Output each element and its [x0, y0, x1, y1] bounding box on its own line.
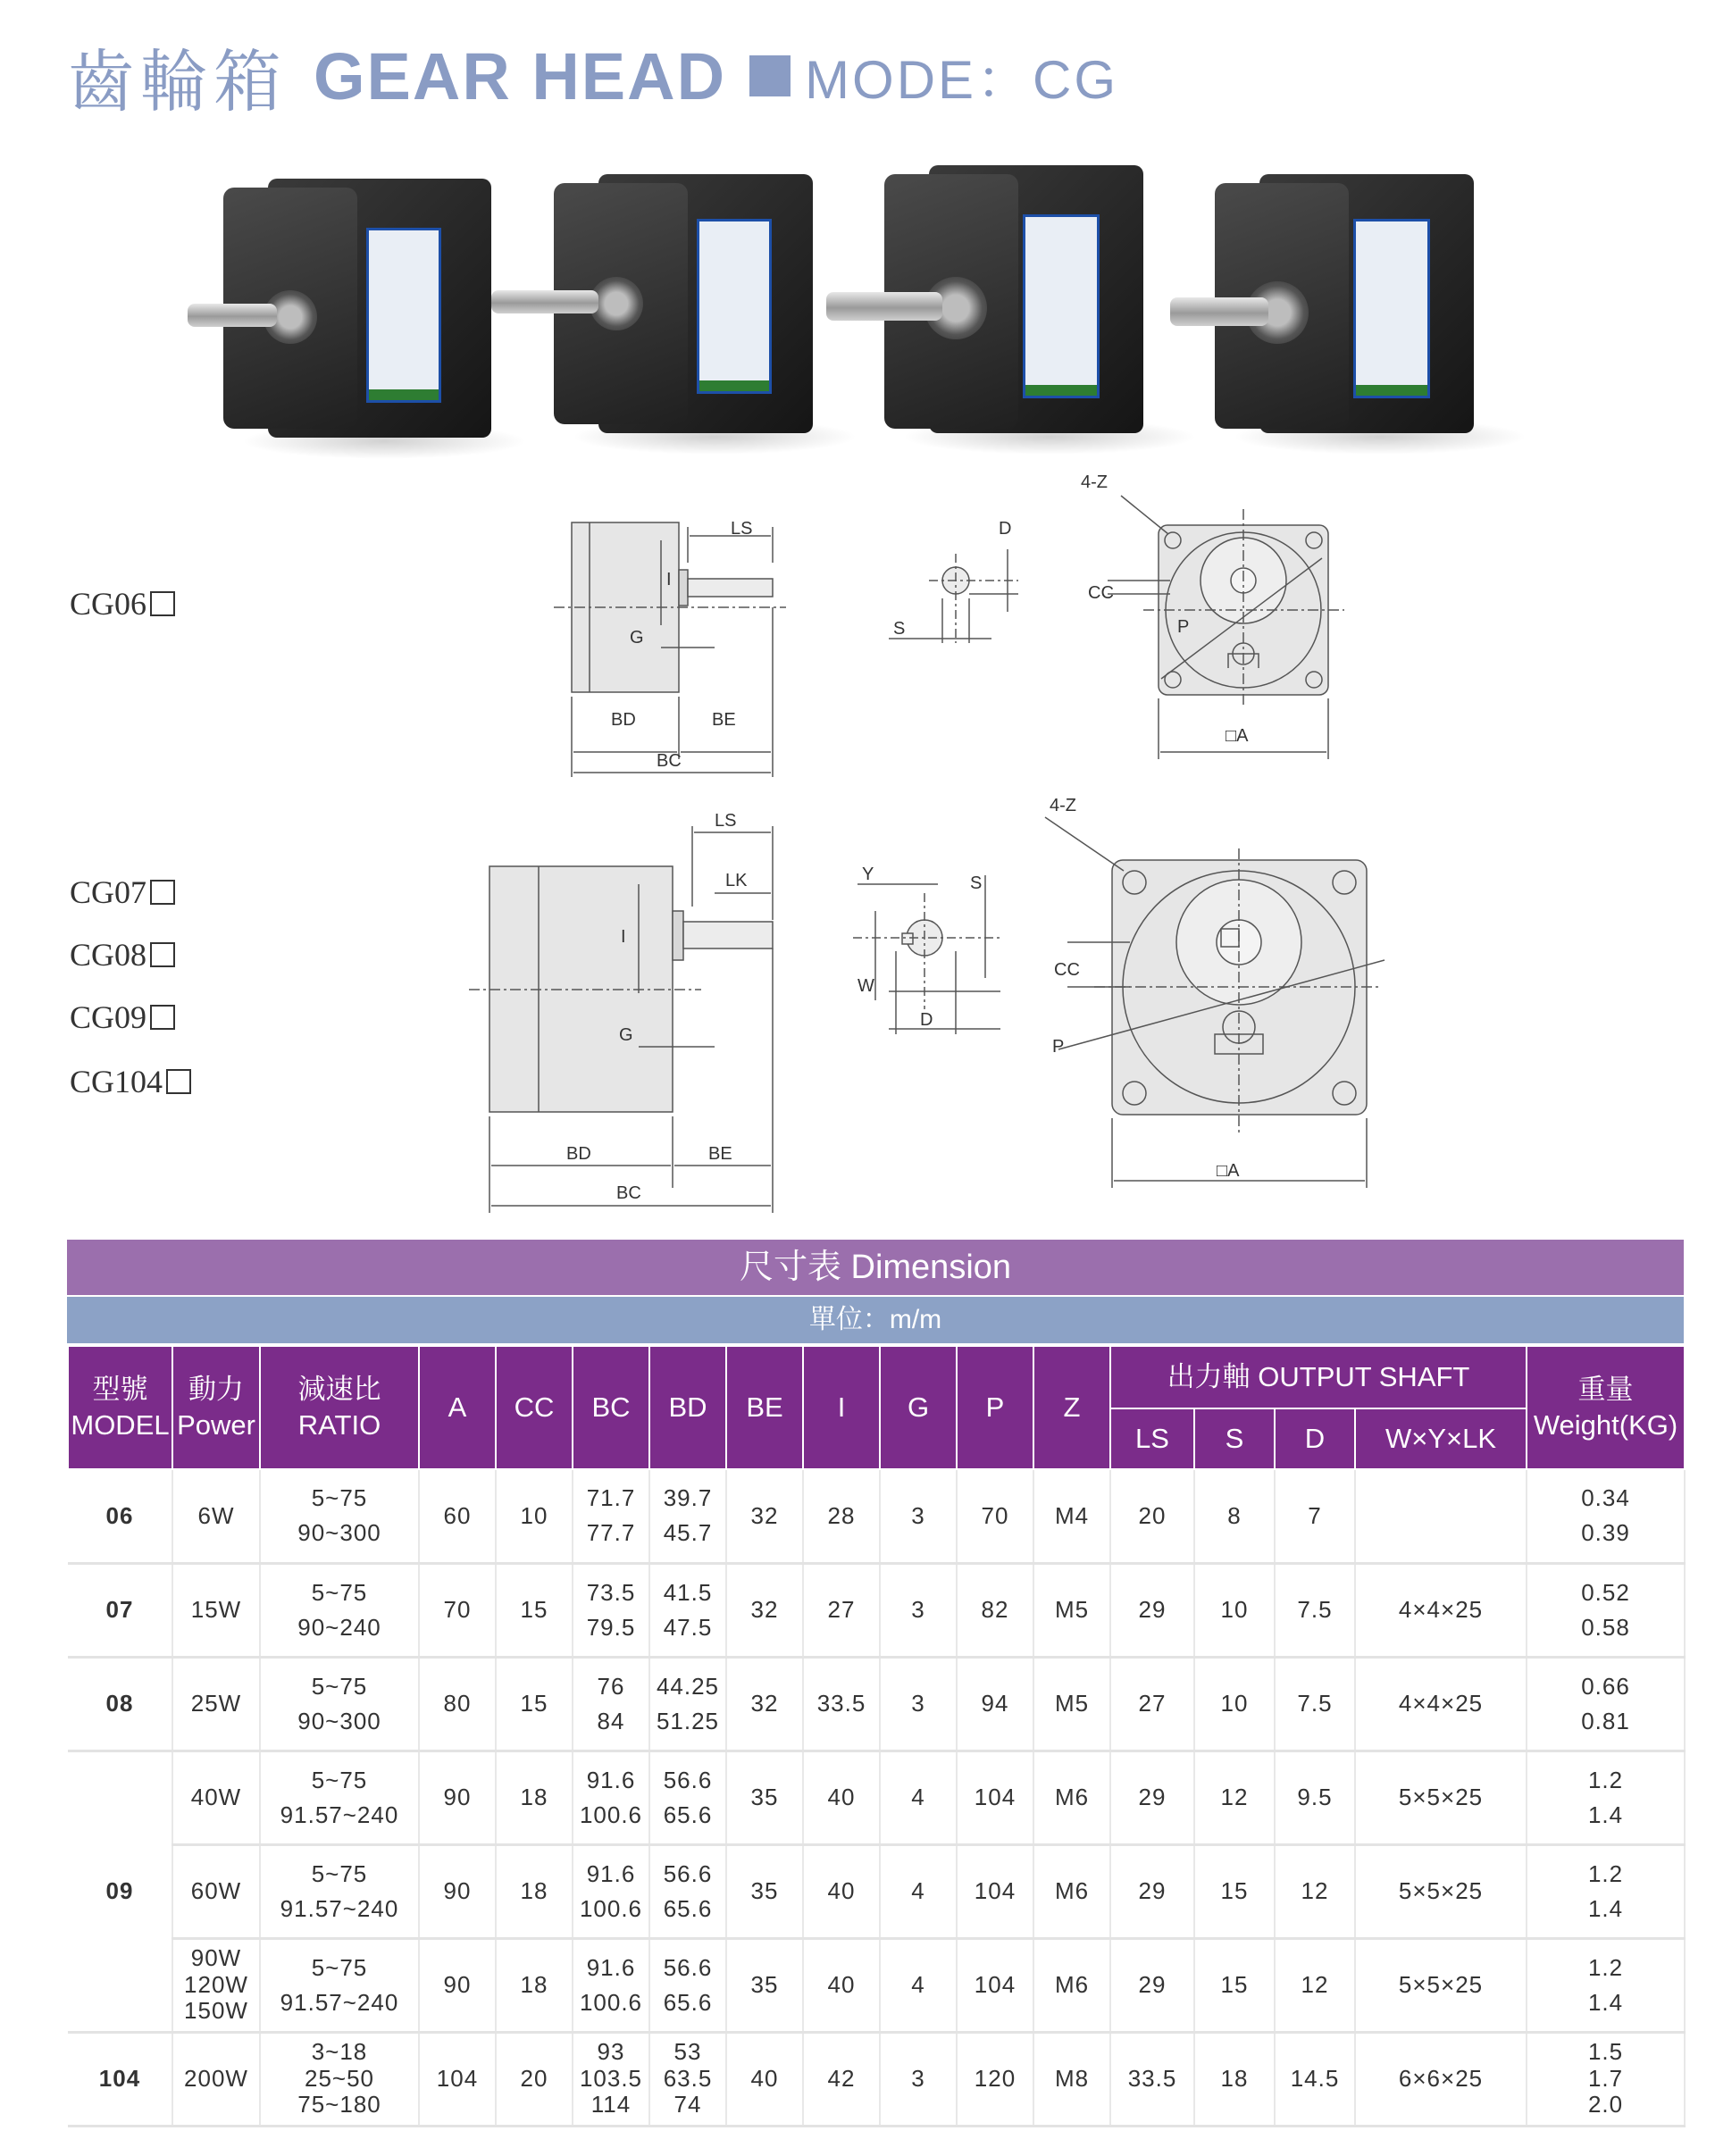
text-value: 0.39 — [1581, 1519, 1630, 1547]
table-cell — [649, 1751, 726, 1844]
text-value: 0.66 — [1581, 1672, 1630, 1700]
dim-label-d: D — [999, 519, 1012, 539]
table-row — [68, 1938, 1685, 2032]
table-cell: 7.5 — [1275, 1657, 1355, 1751]
text-value: 44.25 — [656, 1672, 720, 1700]
table-cell: 12 — [1275, 1844, 1355, 1938]
text-value: 93 — [597, 2037, 625, 2065]
table-cell: M4 — [1033, 1469, 1110, 1563]
table-cell: 35 — [726, 1938, 803, 2032]
text-value: 1.4 — [1587, 1894, 1624, 1922]
dim-label-s: S — [970, 873, 983, 893]
dim-label-g: G — [619, 1025, 633, 1045]
text-value: Power — [177, 1409, 255, 1441]
table-row — [68, 1563, 1685, 1657]
table-cell: 4×4×25 — [1355, 1657, 1527, 1751]
text-value: 減速比 — [297, 1373, 381, 1405]
text-value: 51.25 — [656, 1707, 720, 1734]
text-value: 75~180 — [297, 2091, 381, 2118]
table-cell: 104 — [957, 1938, 1033, 2032]
table-cell — [573, 1844, 649, 1938]
table-row — [68, 1657, 1685, 1751]
text-value: 77.7 — [586, 1519, 636, 1547]
table-cell: 29 — [1110, 1844, 1194, 1938]
col-be: BE — [726, 1346, 803, 1469]
text-value: 100.6 — [579, 1988, 643, 2016]
table-cell: 29 — [1110, 1563, 1194, 1657]
col-weight — [1527, 1346, 1685, 1469]
table-cell — [649, 1844, 726, 1938]
dim-label-lk: LK — [725, 871, 748, 890]
mode-label: MODE：CG — [805, 50, 1119, 110]
page-header — [67, 27, 1118, 125]
text-value: 74 — [673, 2091, 702, 2118]
table-cell: M6 — [1033, 1938, 1110, 2032]
dimension-table-section — [67, 1240, 1684, 2127]
table-cell: 200W — [172, 2032, 260, 2126]
table-cell: M8 — [1033, 2032, 1110, 2126]
table-cell: M6 — [1033, 1751, 1110, 1844]
col-s: S — [1194, 1408, 1275, 1469]
table-cell: 70 — [419, 1563, 496, 1657]
dim-label-bd: BD — [566, 1144, 591, 1164]
text-value: 動力 — [188, 1373, 244, 1405]
col-z: Z — [1033, 1346, 1110, 1469]
text-value: 0.58 — [1581, 1613, 1630, 1641]
text-value: 1.2 — [1587, 1766, 1624, 1793]
table-cell — [649, 1469, 726, 1563]
text-value: 63.5 — [663, 2064, 713, 2092]
text-value: CG08 — [70, 937, 147, 973]
text-value: 65.6 — [663, 1801, 713, 1828]
text-value: CG07 — [70, 874, 147, 910]
col-output-shaft: 出力軸 OUTPUT SHAFT — [1110, 1346, 1527, 1408]
table-title: 尺寸表 Dimension — [67, 1240, 1684, 1295]
table-cell — [573, 2032, 649, 2126]
table-cell: 120 — [957, 2032, 1033, 2126]
text-value: 3~18 — [311, 2037, 368, 2065]
table-cell: 42 — [803, 2032, 880, 2126]
table-cell: 10 — [496, 1469, 573, 1563]
product-photos — [214, 165, 1608, 460]
table-cell — [260, 1469, 419, 1563]
table-cell: 4 — [880, 1938, 957, 2032]
title-chinese: 齒輪箱 — [67, 41, 287, 121]
text-value: 91.6 — [586, 1953, 636, 1981]
table-cell: 70 — [957, 1469, 1033, 1563]
dim-label-g: G — [630, 628, 644, 648]
table-cell: 60W — [172, 1844, 260, 1938]
table-cell — [1527, 1657, 1685, 1751]
dim-label-p: P — [1177, 617, 1190, 637]
table-cell: 7 — [1275, 1469, 1355, 1563]
col-g: G — [880, 1346, 957, 1469]
dim-label-y: Y — [862, 865, 874, 884]
table-cell — [260, 2032, 419, 2126]
table-cell: 20 — [1110, 1469, 1194, 1563]
table-cell: 15 — [1194, 1938, 1275, 2032]
text-value: MODEL — [71, 1409, 170, 1441]
dim-label-ls: LS — [731, 519, 753, 539]
table-cell: 104 — [957, 1844, 1033, 1938]
text-value: Weight(KG) — [1533, 1409, 1678, 1441]
table-cell: 29 — [1110, 1938, 1194, 2032]
dim-label-p: P — [1052, 1037, 1065, 1057]
table-cell: M5 — [1033, 1657, 1110, 1751]
table-row — [68, 1469, 1685, 1563]
text-value: 1.7 — [1587, 2064, 1624, 2092]
text-value: 76 — [597, 1672, 625, 1700]
text-value: 73.5 — [586, 1578, 636, 1606]
col-ratio — [260, 1346, 419, 1469]
table-cell: 35 — [726, 1844, 803, 1938]
text-value: 5~75 — [311, 1766, 368, 1793]
model-cell: 07 — [68, 1563, 172, 1657]
table-cell: 10 — [1194, 1563, 1275, 1657]
text-value: 65.6 — [663, 1894, 713, 1922]
table-cell: 90 — [419, 1938, 496, 2032]
text-value: 2.0 — [1587, 2091, 1624, 2118]
col-power — [172, 1346, 260, 1469]
col-a: A — [419, 1346, 496, 1469]
table-row — [68, 2032, 1685, 2126]
table-cell: 5×5×25 — [1355, 1844, 1527, 1938]
table-cell: 29 — [1110, 1751, 1194, 1844]
text-value: 150W — [184, 1997, 248, 2025]
text-value: CG09 — [70, 999, 147, 1035]
col-bd: BD — [649, 1346, 726, 1469]
text-value: 重量 — [1577, 1373, 1634, 1405]
table-cell: 27 — [1110, 1657, 1194, 1751]
product-label — [1023, 214, 1100, 398]
dim-label-be: BE — [708, 1144, 732, 1164]
table-cell — [1527, 1563, 1685, 1657]
table-cell: 8 — [1194, 1469, 1275, 1563]
table-cell: 3 — [880, 1657, 957, 1751]
table-cell: 40 — [803, 1938, 880, 2032]
text-value: 型號 — [92, 1373, 148, 1405]
table-cell: 27 — [803, 1563, 880, 1657]
table-cell — [573, 1657, 649, 1751]
table-cell — [649, 1938, 726, 2032]
title-english: GEAR HEAD — [314, 38, 727, 113]
dim-label-i: I — [621, 927, 626, 947]
text-value: 90~300 — [297, 1519, 381, 1547]
table-cell: 15 — [496, 1657, 573, 1751]
table-unit: 單位：m/m — [67, 1297, 1684, 1343]
text-value: 56.6 — [663, 1953, 713, 1981]
table-cell: 40 — [803, 1844, 880, 1938]
text-value: 79.5 — [586, 1613, 636, 1641]
table-cell: 60 — [419, 1469, 496, 1563]
product-label — [366, 228, 441, 403]
table-cell — [1527, 1469, 1685, 1563]
text-value: 91.57~240 — [280, 1988, 399, 2016]
table-cell — [260, 1657, 419, 1751]
table-cell: 40 — [803, 1751, 880, 1844]
text-value: 25~50 — [304, 2064, 375, 2092]
table-cell: 25W — [172, 1657, 260, 1751]
cg06-dimension-drawing — [0, 464, 1715, 786]
table-cell — [172, 1938, 260, 2032]
col-d: D — [1275, 1408, 1355, 1469]
text-value: CG06 — [70, 586, 147, 622]
text-value: 1.5 — [1587, 2037, 1624, 2065]
text-value: 91.6 — [586, 1859, 636, 1887]
table-cell — [649, 1657, 726, 1751]
text-value: 100.6 — [579, 1894, 643, 1922]
table-cell: 33.5 — [1110, 2032, 1194, 2126]
table-cell: 32 — [726, 1657, 803, 1751]
table-cell: 104 — [957, 1751, 1033, 1844]
dim-label-a: □A — [1217, 1161, 1240, 1181]
table-cell: 6W — [172, 1469, 260, 1563]
table-cell: 40 — [726, 2032, 803, 2126]
table-cell: 20 — [496, 2032, 573, 2126]
table-cell: 32 — [726, 1469, 803, 1563]
text-value: 0.81 — [1581, 1707, 1630, 1734]
dim-label-d: D — [920, 1010, 933, 1030]
dim-label-w: W — [858, 976, 874, 996]
table-cell: 18 — [496, 1751, 573, 1844]
text-value: 65.6 — [663, 1988, 713, 2016]
table-cell — [1527, 2032, 1685, 2126]
text-value: CG104 — [70, 1064, 163, 1099]
text-value: 103.5 — [579, 2064, 643, 2092]
table-cell: 82 — [957, 1563, 1033, 1657]
product-label — [1353, 219, 1430, 398]
table-cell — [1527, 1938, 1685, 2032]
table-cell: 90 — [419, 1751, 496, 1844]
text-value: 1.2 — [1587, 1859, 1624, 1887]
dim-label-cc: CC — [1088, 583, 1114, 603]
dim-label-bc: BC — [616, 1183, 641, 1203]
table-cell — [649, 1563, 726, 1657]
table-cell — [573, 1938, 649, 2032]
table-cell: 3 — [880, 2032, 957, 2126]
product-photo-2 — [545, 174, 831, 442]
table-cell: 18 — [496, 1844, 573, 1938]
text-value: 56.6 — [663, 1859, 713, 1887]
table-cell: 40W — [172, 1751, 260, 1844]
text-value: 114 — [590, 2091, 632, 2118]
text-value: 5~75 — [311, 1953, 368, 1981]
table-row — [68, 1844, 1685, 1938]
table-cell — [260, 1563, 419, 1657]
table-cell: 32 — [726, 1563, 803, 1657]
table-cell: 18 — [1194, 2032, 1275, 2126]
table-cell — [1527, 1751, 1685, 1844]
table-cell: 35 — [726, 1751, 803, 1844]
model-cell: 06 — [68, 1469, 172, 1563]
text-value: 5~75 — [311, 1672, 368, 1700]
dim-label-i: I — [666, 570, 672, 589]
dim-label-bc: BC — [657, 751, 682, 771]
text-value: 90~300 — [297, 1707, 381, 1734]
table-cell: 80 — [419, 1657, 496, 1751]
text-value: 39.7 — [663, 1484, 713, 1512]
dim-label-bd: BD — [611, 710, 636, 730]
col-i: I — [803, 1346, 880, 1469]
table-cell — [573, 1469, 649, 1563]
table-cell: 90 — [419, 1844, 496, 1938]
dim-label-ls: LS — [715, 811, 737, 831]
col-bc: BC — [573, 1346, 649, 1469]
table-cell: 9.5 — [1275, 1751, 1355, 1844]
table-cell: 4 — [880, 1844, 957, 1938]
empty-cell — [1355, 1469, 1527, 1563]
table-cell: 7.5 — [1275, 1563, 1355, 1657]
dim-label-be: BE — [712, 710, 736, 730]
text-value: 120W — [184, 1970, 248, 1998]
table-row — [68, 1751, 1685, 1844]
dim-label-a: □A — [1226, 726, 1249, 746]
table-cell — [260, 1938, 419, 2032]
dim-label-z: 4-Z — [1050, 796, 1076, 815]
table-cell: 5×5×25 — [1355, 1938, 1527, 2032]
text-value: 5~75 — [311, 1859, 368, 1887]
table-cell: 6×6×25 — [1355, 2032, 1527, 2126]
text-value: 5~75 — [311, 1484, 368, 1512]
square-bullet-icon — [749, 55, 791, 96]
table-cell: 4 — [880, 1751, 957, 1844]
table-cell — [573, 1563, 649, 1657]
text-value: 41.5 — [663, 1578, 713, 1606]
text-value: 71.7 — [586, 1484, 636, 1512]
text-value: 45.7 — [663, 1519, 713, 1547]
text-value: 91.6 — [586, 1766, 636, 1793]
table-cell — [1527, 1844, 1685, 1938]
product-photo-3 — [875, 165, 1170, 442]
text-value: 0.34 — [1581, 1484, 1630, 1512]
text-value: 100.6 — [579, 1801, 643, 1828]
text-value: 56.6 — [663, 1766, 713, 1793]
table-cell: 12 — [1275, 1938, 1355, 2032]
text-value: 90W — [190, 1943, 242, 1971]
table-cell — [573, 1751, 649, 1844]
text-value: 5~75 — [311, 1578, 368, 1606]
table-cell: 28 — [803, 1469, 880, 1563]
table-cell — [260, 1844, 419, 1938]
table-cell — [649, 2032, 726, 2126]
product-photo-4 — [1206, 174, 1501, 442]
table-cell: 15 — [1194, 1844, 1275, 1938]
col-p: P — [957, 1346, 1033, 1469]
text-value: RATIO — [297, 1409, 381, 1441]
table-cell: 15W — [172, 1563, 260, 1657]
product-label — [697, 219, 772, 394]
col-ls: LS — [1110, 1408, 1194, 1469]
text-value: 1.4 — [1587, 1801, 1624, 1828]
text-value: 84 — [597, 1707, 625, 1734]
text-value: 90~240 — [297, 1613, 381, 1641]
table-cell: 94 — [957, 1657, 1033, 1751]
table-cell: 3 — [880, 1563, 957, 1657]
dim-label-cc: CC — [1054, 960, 1080, 980]
col-model — [68, 1346, 172, 1469]
table-cell: 15 — [496, 1563, 573, 1657]
table-cell: 3 — [880, 1469, 957, 1563]
text-value: 91.57~240 — [280, 1801, 399, 1828]
table-cell: 14.5 — [1275, 2032, 1355, 2126]
text-value: 53 — [673, 2037, 702, 2065]
text-value: 91.57~240 — [280, 1894, 399, 1922]
table-cell: M6 — [1033, 1844, 1110, 1938]
dim-label-z: 4-Z — [1081, 472, 1108, 492]
table-cell: M5 — [1033, 1563, 1110, 1657]
col-wyl: W×Y×LK — [1355, 1408, 1527, 1469]
dimension-table — [67, 1345, 1686, 2127]
text-value: 1.2 — [1587, 1953, 1624, 1981]
model-cell: 08 — [68, 1657, 172, 1751]
col-cc: CC — [496, 1346, 573, 1469]
table-cell — [260, 1751, 419, 1844]
table-cell: 33.5 — [803, 1657, 880, 1751]
table-cell: 104 — [419, 2032, 496, 2126]
text-value: 1.4 — [1587, 1988, 1624, 2016]
table-cell: 12 — [1194, 1751, 1275, 1844]
cg07-104-dimension-drawing — [0, 786, 1715, 1224]
table-cell: 18 — [496, 1938, 573, 2032]
table-cell: 10 — [1194, 1657, 1275, 1751]
text-value: 47.5 — [663, 1613, 713, 1641]
dim-label-s: S — [893, 619, 906, 639]
table-cell: 4×4×25 — [1355, 1563, 1527, 1657]
model-cell: 104 — [68, 2032, 172, 2126]
text-value: 0.52 — [1581, 1578, 1630, 1606]
product-photo-1 — [214, 179, 500, 447]
model-cell: 09 — [68, 1751, 172, 2032]
table-cell: 5×5×25 — [1355, 1751, 1527, 1844]
